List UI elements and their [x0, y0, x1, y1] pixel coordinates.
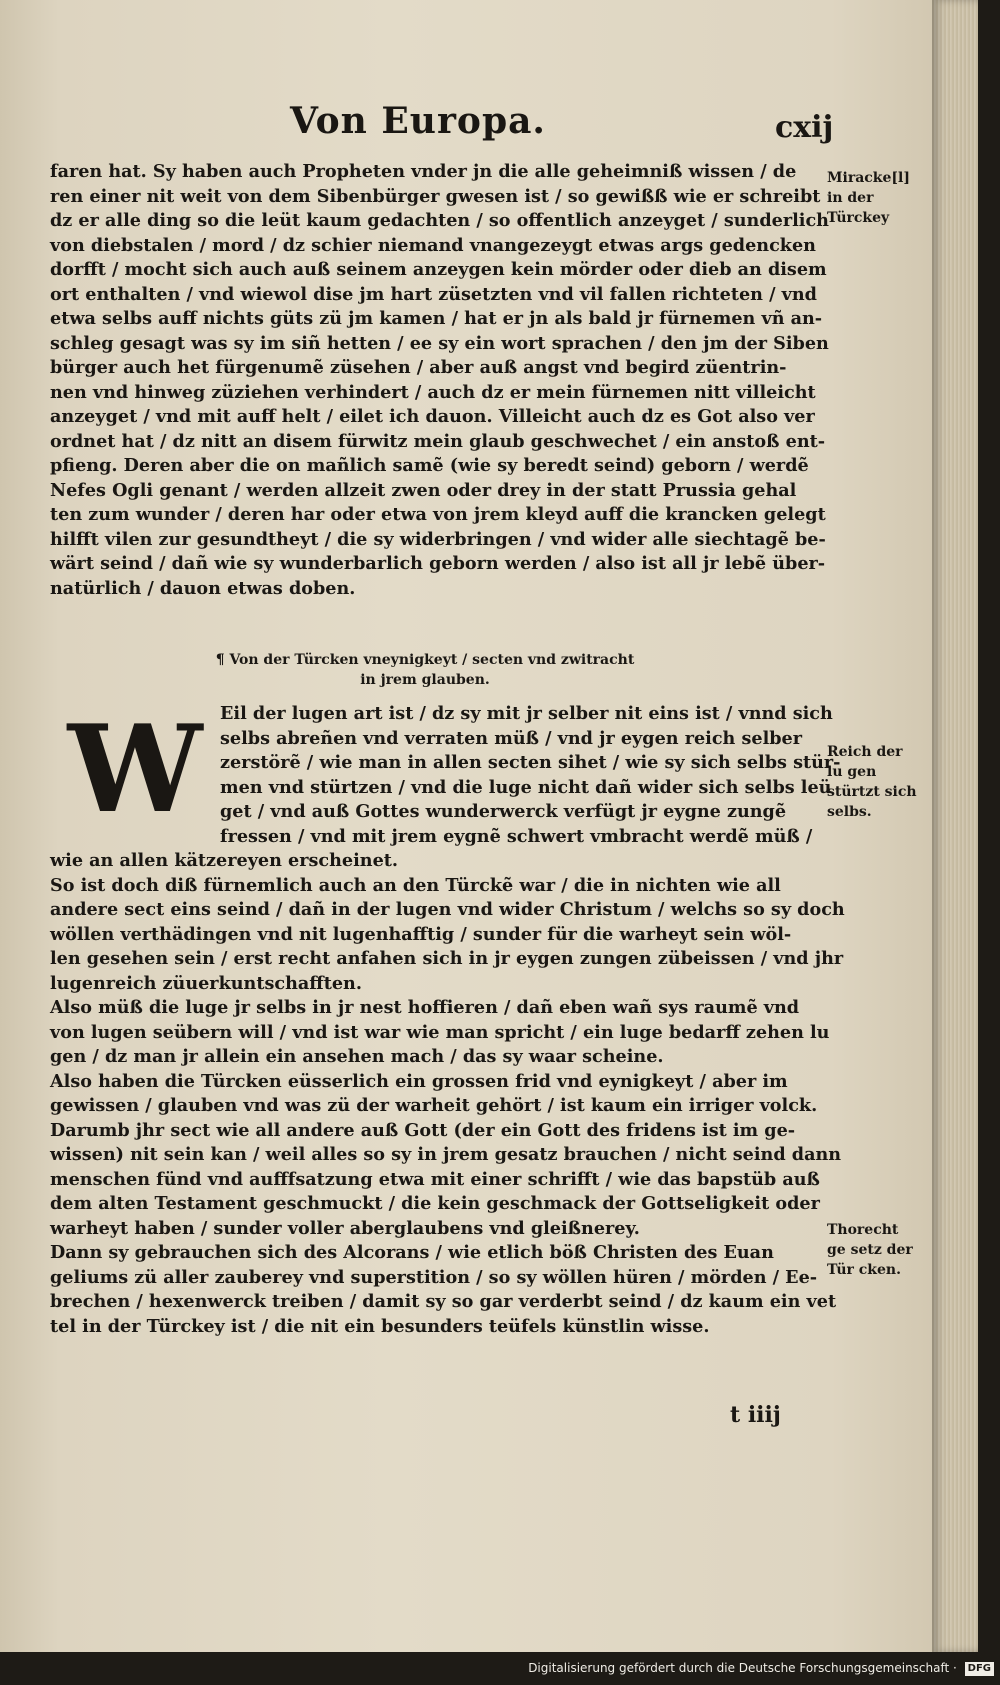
- text-line: faren hat. Sy haben auch Propheten vnder jn die alle geheimniß wissen / de: [50, 161, 797, 182]
- text-line: ten zum wunder / deren har oder etwa von jrem kleyd auff die krancken gelegt: [50, 504, 826, 525]
- text-line: von diebstalen / mord / dz schier niemand vnangezeygt etwas args gedencken: [50, 234, 816, 256]
- text-line: gewissen / glauben vnd was zü der warheit gehört / ist kaum ein irriger volck.: [50, 1095, 818, 1116]
- text-line: wärt seind / dañ wie sy wunderbarlich geborn werden / also ist all jr lebẽ über-: [50, 553, 826, 574]
- margin-note: Miracke[l] in der Türckey: [827, 170, 910, 226]
- text-line: wie an allen kätzereyen erscheinet.: [50, 850, 399, 871]
- text-line: len gesehen sein / erst recht anfahen sich in jr eygen zungen zübeissen / vnd jhr: [50, 948, 844, 969]
- text-line: hilfft vilen zur gesundtheyt / die sy widerbringen / vnd wider alle siechtagẽ be-: [50, 528, 826, 550]
- text-line: bürger auch het fürgenumẽ züsehen / aber auß angst vnd begird züentrin-: [50, 357, 787, 378]
- text-line: geliums zü aller zauberey vnd superstition / so sy wöllen hüren / mörden / Ee-: [50, 1266, 818, 1288]
- footer-bar: [0, 1652, 1000, 1685]
- text-line: nen vnd hinweg züziehen verhindert / auch dz er mein fürnemen nitt villeicht: [50, 381, 816, 403]
- section-heading: [200, 650, 650, 690]
- body-text-block-1: [50, 160, 829, 601]
- text-line: anzeyget / vnd mit auff helt / eilet ich dauon. Villeicht auch dz es Got also ver: [50, 406, 815, 427]
- text-line: schleg gesagt was sy im siñ hetten / ee sy ein wort sprachen / den jm der Siben: [50, 332, 829, 354]
- signature-mark: t iiij: [730, 1402, 781, 1428]
- text-line: Also haben die Türcken eüsserlich ein grossen frid vnd eynigkeyt / aber im: [50, 1070, 788, 1092]
- text-line: Dann sy gebrauchen sich des Alcorans / wie etlich böß Christen des Euan: [50, 1242, 774, 1263]
- dfg-logo: DFG: [965, 1662, 994, 1676]
- text-line: selbs abreñen vnd verraten müß / vnd jr eygen reich selber: [220, 727, 803, 749]
- text-line: ordnet hat / dz nitt an disem fürwitz mein glaub geschwechet / ein anstoß ent-: [50, 430, 826, 452]
- text-line: gen / dz man jr allein ein ansehen mach / das sy waar scheine.: [50, 1046, 664, 1067]
- text-line: zerstörẽ / wie man in allen secten sihet / wie sy sich selbs stür-: [220, 752, 841, 773]
- text-line: von lugen seübern will / vnd ist war wie man spricht / ein luge bedarff zehen lu: [50, 1021, 830, 1043]
- text-line: natürlich / dauon etwas doben.: [50, 577, 356, 599]
- text-line: etwa selbs auff nichts güts zü jm kamen / hat er jn als bald jr fürnemen vñ an-: [50, 308, 823, 329]
- section-heading-line: in jrem glauben.: [360, 672, 490, 688]
- text-line: Nefes Ogli genant / werden allzeit zwen oder drey in der statt Prussia gehal: [50, 479, 797, 501]
- text-line: wissen) nit sein kan / weil alles so sy in jrem gesatz brauchen / nicht seind dann: [50, 1144, 842, 1165]
- text-line: dem alten Testament geschmuckt / die kein geschmack der Gottseligkeit oder: [50, 1193, 820, 1214]
- text-line: pfieng. Deren aber die on mañlich samẽ (wie sy beredt seind) geborn / werdẽ: [50, 455, 809, 476]
- section-heading-line: ¶ Von der Türcken vneynigkeyt / secten vnd zwitracht: [215, 652, 635, 668]
- text-line: brechen / hexenwerck treiben / damit sy so gar verderbt seind / dz kaum ein vet: [50, 1291, 837, 1312]
- text-line: warheyt haben / sunder voller aberglaubens vnd gleißnerey.: [50, 1217, 640, 1239]
- text-line: dz er alle ding so die leüt kaum gedachten / so offentlich anzeyget / sunderlich: [50, 210, 829, 231]
- text-line: get / vnd auß Gottes wunderwerck verfügt jr eygne zungẽ: [220, 801, 787, 822]
- decorated-initial: W: [67, 699, 203, 840]
- folio-number: cxij: [775, 110, 834, 145]
- body-text-block-2: [50, 699, 845, 1339]
- text-line: tel in der Türckey ist / die nit ein besunders teüfels künstlin wisse.: [50, 1315, 710, 1337]
- text-line: andere sect eins seind / dañ in der lugen vnd wider Christum / welchs so sy doch: [50, 899, 845, 920]
- text-line: ren einer nit weit von dem Sibenbürger gwesen ist / so gewißß wie er schreibt: [50, 185, 821, 207]
- text-line: So ist doch diß fürnemlich auch an den Türckẽ war / die in nichten wie all: [50, 874, 781, 896]
- text-line: menschen fünd vnd aufffsatzung etwa mit einer schrifft / wie das bapstüb auß: [50, 1168, 820, 1190]
- margin-note: Reich der lu gen stürtzt sich selbs.: [827, 744, 917, 820]
- text-line: lugenreich züuerkuntschafften.: [50, 972, 362, 994]
- text-line: Also müß die luge jr selbs in jr nest hoffieren / dañ eben wañ sys raumẽ vnd: [50, 997, 800, 1018]
- text-line: Eil der lugen art ist / dz sy mit jr selber nit eins ist / vnnd sich: [220, 703, 833, 724]
- footer-credit: Digitalisierung gefördert durch die Deutsche Forschungsgemeinschaft ·: [528, 1661, 957, 1675]
- text-line: fressen / vnd mit jrem eygnẽ schwert vmbracht werdẽ müß /: [220, 825, 813, 847]
- text-line: men vnd stürtzen / vnd die luge nicht dañ wider sich selbs leü: [220, 776, 832, 798]
- margin-note: Thorecht ge setz der Tür cken.: [827, 1222, 913, 1278]
- text-line: Darumb jhr sect wie all andere auß Gott (der ein Gott des fridens ist im ge-: [50, 1119, 796, 1141]
- running-head: Von Europa.: [290, 100, 546, 142]
- text-line: wöllen verthädingen vnd nit lugenhafftig / sunder für die warheyt sein wöl-: [50, 923, 792, 945]
- page-stack-edge: [932, 0, 978, 1652]
- text-line: dorfft / mocht sich auch auß seinem anzeygen kein mörder oder dieb an disem: [50, 259, 827, 280]
- text-line: ort enthalten / vnd wiewol dise jm hart züsetzten vnd vil fallen richteten / vnd: [50, 283, 817, 305]
